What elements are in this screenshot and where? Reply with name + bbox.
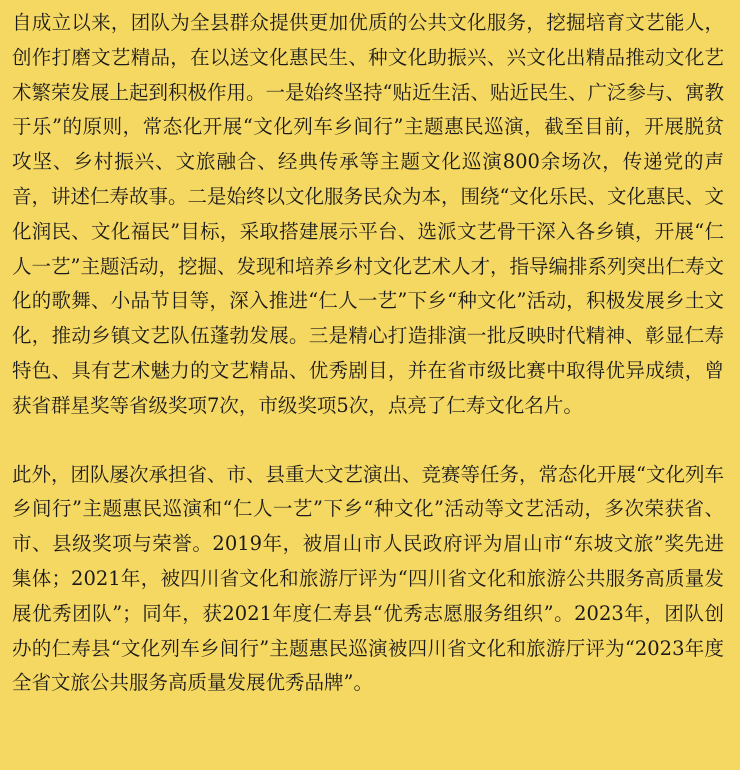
paragraph-2: 此外，团队屡次承担省、市、县重大文艺演出、竞赛等任务，常态化开展“文化列车乡间行”主题惠民巡演和“仁人一艺”下乡“种文化”活动等文艺活动，多次荣获省、市、县级奖项与荣誉。2019年，被眉山市人民政府评为眉山市“东坡文旅”奖先进集体；2021年，被四川省文化和旅游厅评为“四川省文化和旅游公共服务高质量发展优秀团队”；同年，获2021年度仁寿县“优秀志愿服务组织”。2023年，团队创办的仁寿县“文化列车乡间行”主题惠民巡演被四川省文化和旅游厅评为“2023年度全省文旅公共服务高质量发展优秀品牌”。 bbox=[12, 462, 724, 695]
paragraph-spacer bbox=[12, 424, 724, 458]
paragraph-1: 自成立以来，团队为全县群众提供更加优质的公共文化服务，挖掘培育文艺能人，创作打磨文艺精品，在以送文化惠民生、种文化助振兴、兴文化出精品推动文化艺术繁荣发展上起到积极作用。一是始终坚持“贴近生活、贴近民生、广泛参与、寓教于乐”的原则，常态化开展“文化列车乡间行”主题惠民巡演，截至目前，开展脱贫攻坚、乡村振兴、文旅融合、经典传承等主题文化巡演800余场次，传递党的声音，讲述仁寿故事。二是始终以文化服务民众为本，围绕“文化乐民、文化惠民、文化润民、文化福民”目标，采取搭建展示平台、选派文艺骨干深入各乡镇，开展“仁人一艺”主题活动，挖掘、发现和培养乡村文化艺术人才，指导编排系列突出仁寿文化的歌舞、小品节目等，深入推进“仁人一艺”下乡“种文化”活动，积极发展乡土文化，推动乡镇文艺队伍蓬勃发展。三是精心打造排演一批反映时代精神、彰显仁寿特色、具有艺术魅力的文艺精品、优秀剧目，并在省市级比赛中取得优异成绩，曾获省群星奖等省级奖项7次，市级奖项5次，点亮了仁寿文化名片。 bbox=[12, 11, 724, 417]
